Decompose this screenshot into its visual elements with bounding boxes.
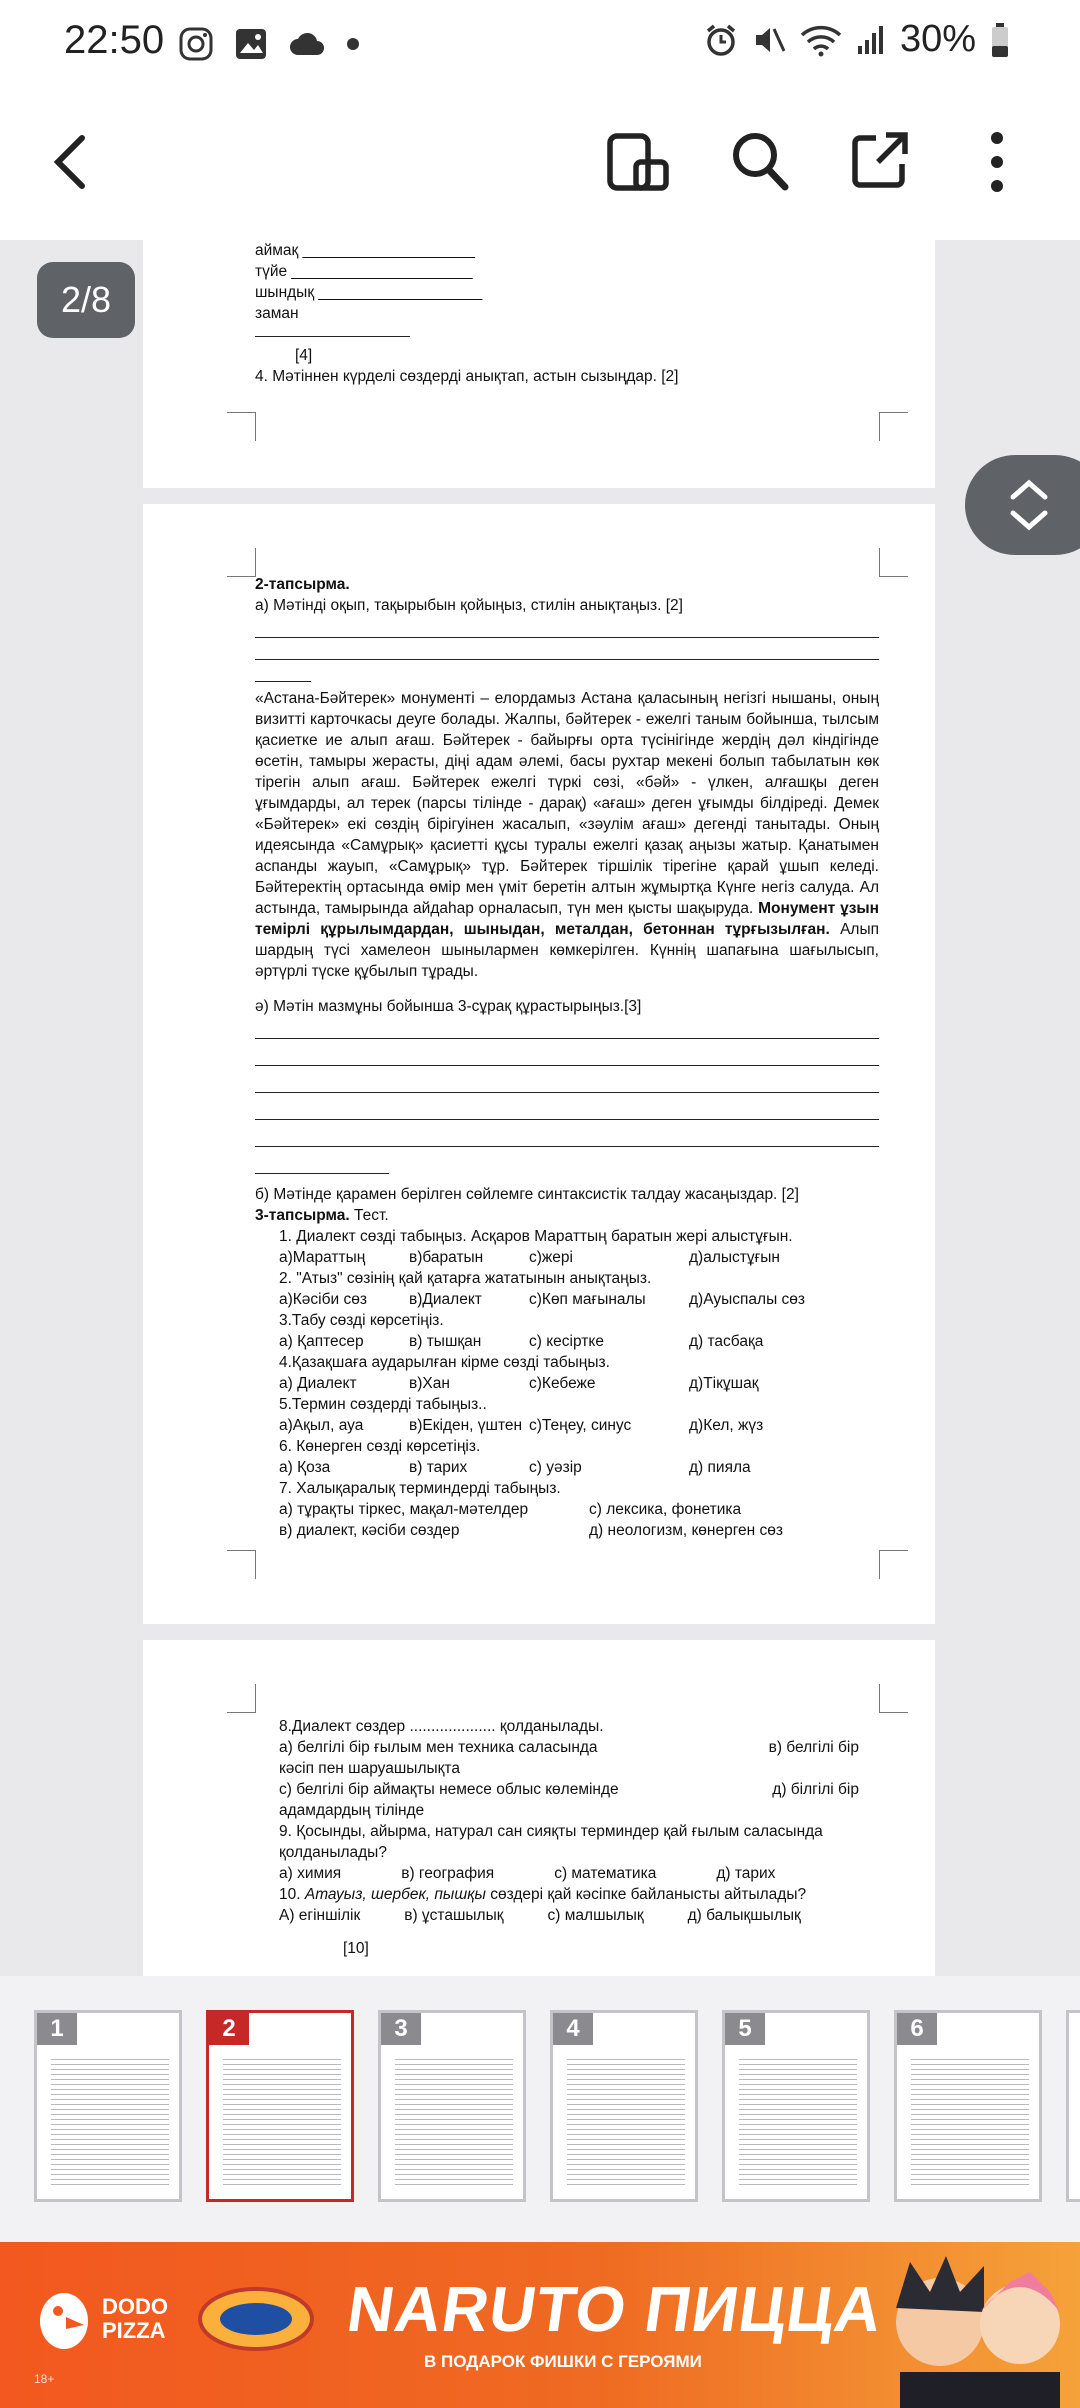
test-option: а) Қаптесер <box>279 1333 364 1350</box>
naruto-logo-icon <box>196 2284 316 2354</box>
test-option: в)Екіден, үштен <box>409 1417 523 1434</box>
field-line: заман <box>255 305 299 322</box>
thumbnail-page-2[interactable]: 2 <box>206 2010 354 2202</box>
dodo-logo <box>36 2276 196 2362</box>
test-option: в)Диалект <box>409 1291 482 1308</box>
test-option: с)Теңеу, синус <box>529 1417 632 1434</box>
thumbnail-page-4[interactable]: 4 <box>550 2010 698 2202</box>
q9-options: а) химия в) география с) математика д) тарих <box>279 1865 776 1882</box>
question-9: 9. Қосынды, айырма, натурал сан сияқты терминдер қай ғылым саласында қолданылады? <box>279 1823 823 1861</box>
test-option: д)Кел, жүз <box>689 1417 764 1434</box>
test-option: с) уәзір <box>529 1459 582 1476</box>
viewer-toolbar <box>0 84 1080 240</box>
answer-line <box>255 1125 879 1147</box>
test-option: д) неологизм, көнерген сөз <box>589 1522 783 1539</box>
test-options <box>279 1520 879 1541</box>
answer-line <box>255 1098 879 1120</box>
ad-banner[interactable] <box>0 2242 1080 2408</box>
status-bar <box>0 0 1080 84</box>
thumbnail-page-7[interactable] <box>1066 2010 1080 2202</box>
page-indicator: 2/8 <box>37 262 135 338</box>
character-illustration-icon <box>880 2252 1070 2408</box>
test-option: с)Көп мағыналы <box>529 1291 646 1308</box>
thumbnail-page-3[interactable]: 3 <box>378 2010 526 2202</box>
answer-line <box>255 1152 389 1174</box>
test-question: 5.Термин сөздерді табыңыз.. <box>279 1396 487 1413</box>
page-corner-mark <box>227 548 256 577</box>
test-questions <box>255 1226 879 1541</box>
test-option: а) тұрақты тіркес, мақал-мәтелдер <box>279 1501 529 1518</box>
page-corner-mark <box>879 1550 908 1579</box>
test-option: д) тасбақа <box>689 1333 764 1350</box>
task2-title: 2-тапсырма. <box>255 576 350 593</box>
answer-line <box>255 1017 879 1039</box>
search-icon[interactable] <box>730 130 790 192</box>
page-thumbnail-strip[interactable] <box>0 1976 1080 2242</box>
test-question: 4.Қазақшаға аударылған кірме сөзді табыңыз. <box>279 1354 610 1371</box>
page-layout-icon[interactable] <box>606 132 670 192</box>
test-option: в) тарих <box>409 1459 468 1476</box>
back-icon[interactable] <box>50 134 90 190</box>
scroll-up-down-icon <box>1007 475 1051 535</box>
alarm-icon <box>704 23 738 57</box>
q10-options: А) егіншілік в) ұсташылық с) малшылық д) балықшылық <box>279 1907 801 1924</box>
field-line: түйе _____________________ <box>255 263 473 280</box>
question-8: 8.Диалект сөздер .................... қолданылады. <box>279 1718 604 1735</box>
passage: «Астана-Бәйтерек» монументі – елордамыз Астана қаласының негізгі нышаны, оның визитті карточкасы деуге болады. Жалпы, бәйтерек - ежелгі таным бойынша, тылсым қасиетке ие алып ағаш. Бәйтерек - байырғы орта түсінігінде жердің дәл кіндігінде өсетін, тамыры жерасты, діңі адам әлемі, басы рухтар мекені болып табылатын көк тірегін алып ағаш. Бәйтерек ежелгі түркі сөзі, «бәй» - үлкен, алғашқы деген ұғымдарды, ал терек (парсы тілінде - дарақ) «ағаш» деген ұғымды білдіреді. Демек «Бәйтерек» екі сөздің бірігуінен жасалып, «зәулім ағаш» дегенді танытады. Оның идеясында «Самұрық» қасиетті құсы туралы ежелгі қазақ аңызы жатыр. Қанатымен аспанды жауып, «Самұрық» тұр. Бәйтерек тіршілік тірегіне қарай ұшып келеді. Бәйтеректің ортасында өмір мен үміт беретін алтын жұмыртқа Күнге негіз салуда. Ал астында, тамырында айдаһар орналасып, түн мен қысты шақыруда. Монумент ұзын темірлі құрылымдардан, шыныдан, металдан, бетоннан тұрғызылған. Алып шардың түсі хамелеон шынылармен көмкерілген. Күннің шапағына шағылысып, әртүрлі түске құбылып тұрады. <box>255 690 879 980</box>
test-options <box>279 1373 879 1394</box>
ad-age-badge: 18+ <box>34 2372 55 2386</box>
document-viewport[interactable] <box>0 240 1080 1976</box>
test-option: с) лексика, фонетика <box>589 1501 742 1518</box>
page-corner-mark <box>227 1550 256 1579</box>
q8-row: а) белгілі бір ғылым мен техника саласында в) белгілі бір <box>279 1739 859 1756</box>
mute-icon <box>752 23 786 57</box>
dot-icon <box>346 37 360 51</box>
test-question: 3.Табу сөзді көрсетіңіз. <box>279 1312 444 1329</box>
test-options <box>279 1331 879 1352</box>
question-10: 10. Атауыз, шербек, пышқы сөздері қай кәсіпке байланысты айтылады? <box>279 1886 807 1903</box>
test-question: 7. Халықаралық терминдерді табыңыз. <box>279 1480 561 1497</box>
test-options <box>279 1247 879 1268</box>
test-option: а)Мараттың <box>279 1249 366 1266</box>
test-option: в)баратын <box>409 1249 484 1266</box>
ad-subline: В ПОДАРОК ФИШКИ С ГЕРОЯМИ <box>424 2352 702 2371</box>
brand-line-1: DODO <box>102 2294 168 2319</box>
answer-line <box>255 1071 879 1093</box>
test-options <box>279 1457 879 1478</box>
test-option: д)алыстұғын <box>689 1249 780 1266</box>
test-option: с)Кебеже <box>529 1375 596 1392</box>
test-options <box>279 1415 879 1436</box>
test-question: 2. "Атыз" сөзінің қай қатарға жататынын анықтаңыз. <box>279 1270 652 1287</box>
answer-line <box>255 616 879 638</box>
task2-b: б) Мәтінде қарамен берілген сөйлемге синтаксистік талдау жасаңыздар. [2] <box>255 1186 799 1203</box>
page-corner-mark <box>879 412 908 441</box>
instagram-icon <box>178 26 214 62</box>
test-option: д) пияла <box>689 1459 751 1476</box>
brand-line-2: PIZZA <box>102 2318 166 2343</box>
answer-line <box>255 638 879 660</box>
more-options-icon[interactable] <box>986 130 1008 194</box>
test-question: 6. Көнерген сөзді көрсетіңіз. <box>279 1438 481 1455</box>
fast-scroll-handle[interactable] <box>965 455 1080 555</box>
answer-line <box>255 660 311 682</box>
share-icon[interactable] <box>850 130 910 190</box>
test-option: а) Диалект <box>279 1375 357 1392</box>
status-time: 22:50 <box>64 18 165 62</box>
test-option: с) кесіртке <box>529 1333 604 1350</box>
dodo-bird-icon <box>36 2287 92 2351</box>
thumbnail-page-1[interactable]: 1 <box>34 2010 182 2202</box>
task2-a: а) Мәтінді оқып, тақырыбын қойыңыз, стилін анықтаңыз. [2] <box>255 597 683 614</box>
score-mark: [4] <box>295 347 313 364</box>
document-page-1 <box>143 240 935 488</box>
gallery-icon <box>234 27 268 61</box>
document-page-3 <box>143 1640 935 1976</box>
page-corner-mark <box>879 1684 908 1713</box>
test-question: 1. Диалект сөзді табыңыз. Асқаров Мараттың баратын жері алыстұғын. <box>279 1228 793 1245</box>
page-corner-mark <box>879 548 908 577</box>
test-options <box>279 1499 879 1520</box>
task3-title: 3-тапсырма. Тест. <box>255 1207 389 1224</box>
battery-icon <box>990 22 1010 58</box>
test-option: с)жері <box>529 1249 573 1266</box>
thumbnail-page-5[interactable]: 5 <box>722 2010 870 2202</box>
q8-cont: кәсіп пен шаруашылықта <box>279 1760 460 1777</box>
test-option: в) тышқан <box>409 1333 482 1350</box>
signal-icon <box>856 24 886 56</box>
test-option: в) диалект, кәсіби сөздер <box>279 1522 460 1539</box>
test-option: д)Ауыспалы сөз <box>689 1291 805 1308</box>
test-option: в)Хан <box>409 1375 450 1392</box>
document-page-2 <box>143 504 935 1624</box>
question-4: 4. Мәтіннен күрделі сөздерді анықтап, астын сызыңдар. [2] <box>255 368 679 385</box>
test-option: д)Тікұшақ <box>689 1375 759 1392</box>
q8-row: с) белгілі бір аймақты немесе облыс көлемінде д) білгілі бір <box>279 1781 859 1798</box>
answer-line <box>255 324 410 337</box>
test-option: а)Кәсіби сөз <box>279 1291 367 1308</box>
test-option: а) Қоза <box>279 1459 331 1476</box>
q8-cont: адамдардың тілінде <box>279 1802 425 1819</box>
cloud-icon <box>288 29 326 59</box>
page-corner-mark <box>227 412 256 441</box>
field-line: шындық ___________________ <box>255 284 483 301</box>
battery-percent: 30% <box>899 18 976 60</box>
page-corner-mark <box>227 1684 256 1713</box>
field-line: аймақ ____________________ <box>255 242 476 259</box>
answer-line <box>255 1044 879 1066</box>
ad-headline: NARUTO ПИЦЦА <box>342 2273 888 2345</box>
wifi-icon <box>800 23 842 57</box>
test-options <box>279 1289 879 1310</box>
test-option: а)Ақыл, ауа <box>279 1417 364 1434</box>
score-mark: [10] <box>343 1940 369 1957</box>
thumbnail-page-6[interactable]: 6 <box>894 2010 1042 2202</box>
task2-ae: ә) Мәтін мазмұны бойынша 3-сұрақ құрастырыңыз.[3] <box>255 998 642 1015</box>
